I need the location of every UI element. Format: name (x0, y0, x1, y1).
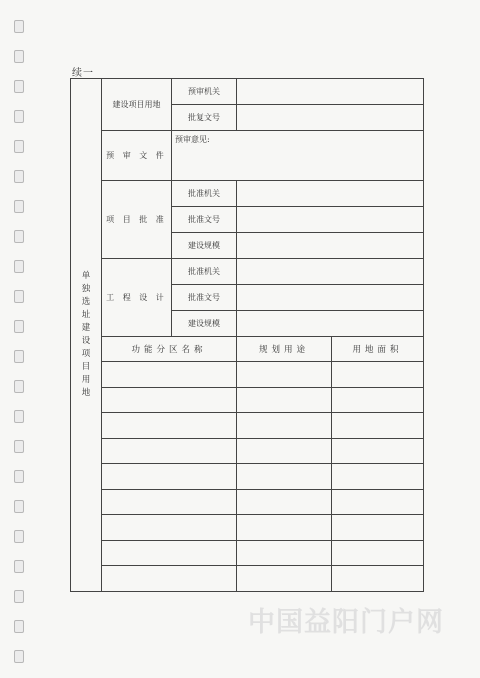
zone-area-cell[interactable] (332, 438, 424, 464)
zone-header-usage: 规划用途 (237, 337, 332, 362)
project-approval-authority-label: 批准机关 (172, 181, 237, 207)
project-approval-section-label: 项 目 批 准 (102, 181, 172, 259)
pre-review-authority-label: 预审机关 (172, 79, 237, 105)
pre-review-group-label: 建设项目用地 (102, 79, 172, 131)
zone-header-name: 功能分区名称 (102, 337, 237, 362)
zone-name-cell[interactable] (102, 566, 237, 592)
page-continuation-label: 续一 (72, 68, 94, 79)
zone-usage-cell[interactable] (237, 566, 332, 592)
binding-holes (14, 20, 24, 670)
land-use-form-table (70, 78, 424, 592)
left-column-label: 单独选址建设项目用地 (71, 79, 102, 592)
table-row (71, 540, 424, 566)
zone-usage-cell[interactable] (237, 515, 332, 541)
zone-name-cell[interactable] (102, 413, 237, 439)
zone-area-cell[interactable] (332, 362, 424, 388)
engineering-design-authority-field[interactable] (237, 259, 424, 285)
project-approval-scale-label: 建设规模 (172, 233, 237, 259)
engineering-design-authority-label: 批准机关 (172, 259, 237, 285)
table-row (71, 464, 424, 490)
engineering-design-section-label: 工 程 设 计 (102, 259, 172, 337)
zone-name-cell[interactable] (102, 438, 237, 464)
table-row (71, 413, 424, 439)
engineering-design-doc-number-field[interactable] (237, 285, 424, 311)
engineering-design-scale-label: 建设规模 (172, 311, 237, 337)
pre-review-doc-number-field[interactable] (237, 105, 424, 131)
zone-area-cell[interactable] (332, 489, 424, 515)
zone-area-cell[interactable] (332, 515, 424, 541)
engineering-design-scale-field[interactable] (237, 311, 424, 337)
pre-review-opinion-field[interactable] (172, 131, 424, 181)
zone-name-cell[interactable] (102, 362, 237, 388)
zone-name-cell[interactable] (102, 540, 237, 566)
zone-name-cell[interactable] (102, 489, 237, 515)
zone-usage-cell[interactable] (237, 438, 332, 464)
zone-area-cell[interactable] (332, 387, 424, 413)
project-approval-doc-number-label: 批准文号 (172, 207, 237, 233)
zone-area-cell[interactable] (332, 464, 424, 490)
zone-name-cell[interactable] (102, 515, 237, 541)
project-approval-scale-field[interactable] (237, 233, 424, 259)
table-row (71, 438, 424, 464)
pre-review-doc-number-label: 批复文号 (172, 105, 237, 131)
project-approval-doc-number-field[interactable] (237, 207, 424, 233)
table-row (71, 489, 424, 515)
zone-usage-cell[interactable] (237, 362, 332, 388)
zone-area-cell[interactable] (332, 540, 424, 566)
pre-review-authority-field[interactable] (237, 79, 424, 105)
zone-usage-cell[interactable] (237, 540, 332, 566)
zone-header-area: 用地面积 (332, 337, 424, 362)
zone-usage-cell[interactable] (237, 387, 332, 413)
table-row (71, 515, 424, 541)
engineering-design-doc-number-label: 批准文号 (172, 285, 237, 311)
zone-usage-cell[interactable] (237, 464, 332, 490)
zone-name-cell[interactable] (102, 464, 237, 490)
pre-review-opinion-label: 预审意见: (175, 135, 210, 144)
table-row (71, 387, 424, 413)
pre-review-section-label: 预 审 文 件 (102, 131, 172, 181)
zone-name-cell[interactable] (102, 387, 237, 413)
zone-usage-cell[interactable] (237, 413, 332, 439)
table-row (71, 362, 424, 388)
table-row (71, 566, 424, 592)
zone-area-cell[interactable] (332, 413, 424, 439)
zone-area-cell[interactable] (332, 566, 424, 592)
zone-usage-cell[interactable] (237, 489, 332, 515)
project-approval-authority-field[interactable] (237, 181, 424, 207)
site-watermark: 中国益阳门户网 (248, 607, 444, 638)
